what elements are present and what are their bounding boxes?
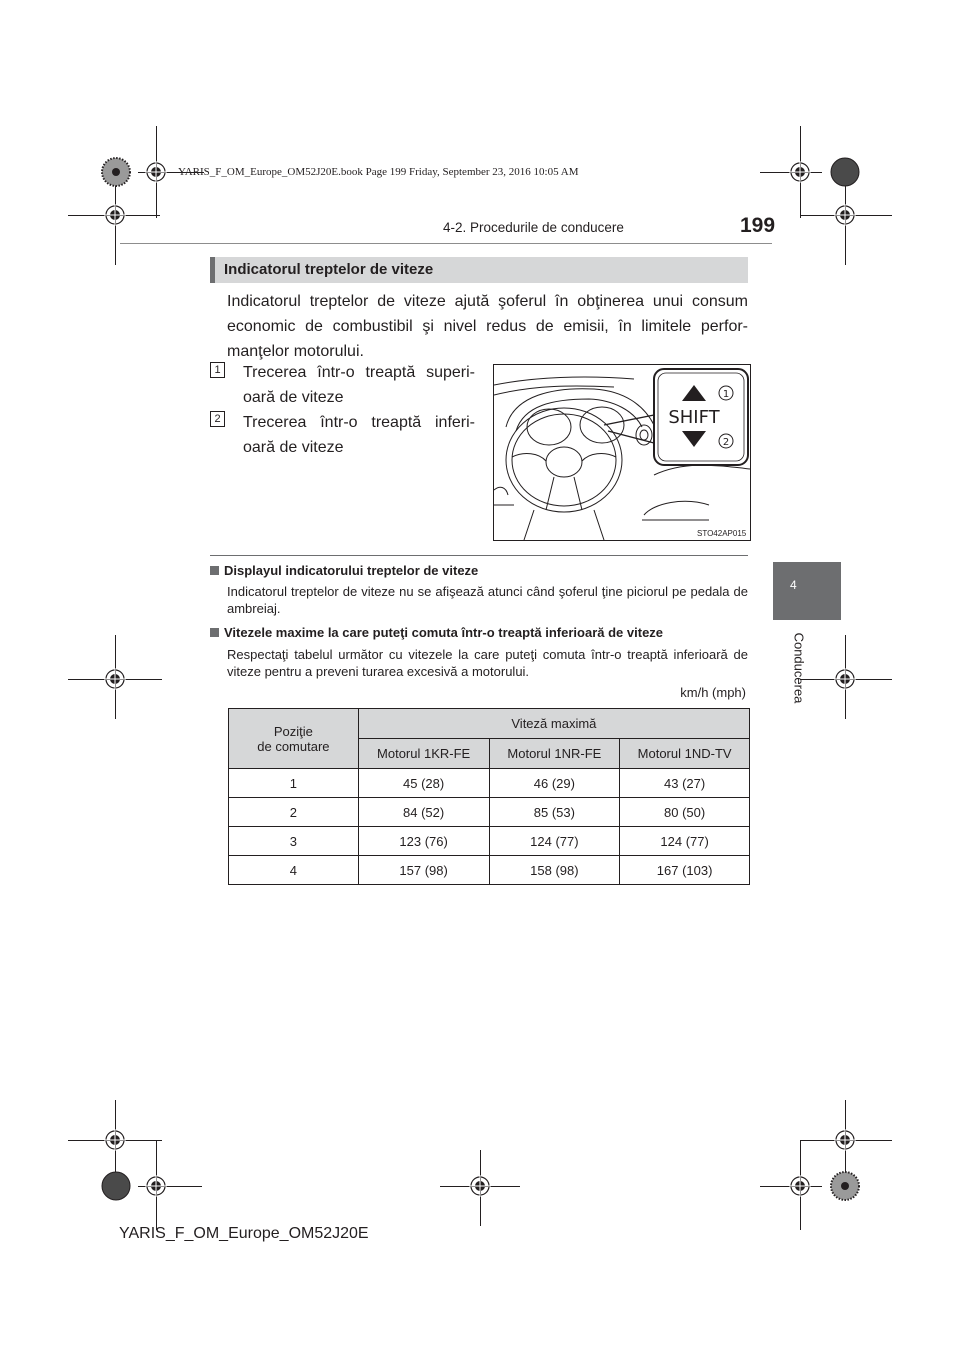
table-cell: 158 (98) xyxy=(489,856,620,885)
column-header-max-speed: Viteză maximă xyxy=(358,709,749,739)
table-cell: 167 (103) xyxy=(620,856,750,885)
callout-text-1: Trecerea într-o treaptă superi-oară de viteze xyxy=(243,364,475,406)
callout-text-2: Trecerea într-o treaptă inferi-oară de viteze xyxy=(243,414,475,456)
dashboard-illustration xyxy=(493,364,751,541)
note-heading-text: Displayul indicatorului treptelor de viteze xyxy=(224,563,479,578)
crosshair-icon xyxy=(104,668,126,690)
note-bullet-icon xyxy=(210,628,219,637)
column-header-position-line2: de comutare xyxy=(257,738,330,754)
crosshair-icon xyxy=(834,668,856,690)
book-info-line: YARIS_F_OM_Europe_OM52J20E.book Page 199 Friday, September 23, 2016 10:05 AM xyxy=(178,166,579,178)
column-header-engine: Motorul 1ND-TV xyxy=(620,739,750,769)
crosshair-icon xyxy=(789,1175,811,1197)
note-heading-2 xyxy=(210,625,663,640)
table-cell: 2 xyxy=(229,798,359,827)
table-cell: 124 (77) xyxy=(489,827,620,856)
downshift-speed-table xyxy=(228,708,750,885)
intro-paragraph: Indicatorul treptelor de viteze ajută şoferul în obţinerea unui consum economic de combustibil şi nivel redus de emisii, în limitele perfor-manţelor motorului. xyxy=(227,293,748,360)
shift-label: SHIFT xyxy=(668,407,720,428)
dark-disc-mark-icon xyxy=(101,1171,131,1201)
dark-disc-mark-icon xyxy=(830,157,860,187)
table-cell: 84 (52) xyxy=(358,798,489,827)
crosshair-icon xyxy=(145,1175,167,1197)
table-cell: 4 xyxy=(229,856,359,885)
crosshair-icon xyxy=(104,204,126,226)
chapter-label-text: Conducerea xyxy=(791,632,807,704)
column-header-engine: Motorul 1NR-FE xyxy=(489,739,620,769)
table-cell: 123 (76) xyxy=(358,827,489,856)
note-heading-text: Vitezele maxime la care puteţi comuta într-o treaptă inferioară de viteze xyxy=(224,625,664,640)
crosshair-icon xyxy=(834,1129,856,1151)
table-row xyxy=(229,856,750,885)
chapter-number: 4 xyxy=(790,578,797,592)
column-header-position xyxy=(229,709,359,769)
chapter-label xyxy=(792,626,806,710)
crosshair-icon xyxy=(789,161,811,183)
table-cell: 46 (29) xyxy=(489,769,620,798)
table-cell: 124 (77) xyxy=(620,827,750,856)
crosshair-icon xyxy=(104,1129,126,1151)
crosshair-icon xyxy=(834,204,856,226)
table-cell: 43 (27) xyxy=(620,769,750,798)
figure-marker-down: 2 xyxy=(722,437,730,448)
section-heading-accent xyxy=(210,257,215,283)
callout-number-2: 2 xyxy=(210,411,225,427)
crosshair-icon xyxy=(469,1175,491,1197)
note-bullet-icon xyxy=(210,566,219,575)
column-header-position-line1: Poziţie xyxy=(273,723,313,739)
table-row xyxy=(229,798,750,827)
footer-document-code: YARIS_F_OM_Europe_OM52J20E xyxy=(119,1225,369,1242)
starburst-mark-icon xyxy=(830,1171,860,1201)
figure-marker-up: 1 xyxy=(722,389,730,400)
section-heading: Indicatorul treptelor de viteze xyxy=(224,261,434,278)
figure-code: STO42AP015 xyxy=(697,529,747,538)
header-rule xyxy=(120,243,772,244)
callout-number-1: 1 xyxy=(210,362,225,378)
chapter-tab xyxy=(773,562,841,620)
table-row xyxy=(229,827,750,856)
starburst-mark-icon xyxy=(101,157,131,187)
crosshair-icon xyxy=(145,161,167,183)
unit-note: km/h (mph) xyxy=(680,685,746,700)
table-cell: 157 (98) xyxy=(358,856,489,885)
separator-rule xyxy=(210,555,748,556)
table-cell: 3 xyxy=(229,827,359,856)
column-header-engine: Motorul 1KR-FE xyxy=(358,739,489,769)
note-heading-1 xyxy=(210,563,478,578)
table-row xyxy=(229,769,750,798)
table-cell: 45 (28) xyxy=(358,769,489,798)
table-cell: 85 (53) xyxy=(489,798,620,827)
table-cell: 80 (50) xyxy=(620,798,750,827)
steering-wheel-illustration xyxy=(494,365,750,540)
note-body-2: Respectaţi tabelul următor cu vitezele la care puteţi comuta într-o treaptă inferioară de viteze pentru a preveni turarea excesivă a motorului. xyxy=(227,647,748,679)
table-cell: 1 xyxy=(229,769,359,798)
note-body-1: Indicatorul treptelor de viteze nu se afişează atunci când şoferul ţine piciorul pe pedala de ambreiaj. xyxy=(227,584,748,616)
running-header-section: 4-2. Procedurile de conducere xyxy=(443,220,624,235)
page-number: 199 xyxy=(740,214,776,237)
